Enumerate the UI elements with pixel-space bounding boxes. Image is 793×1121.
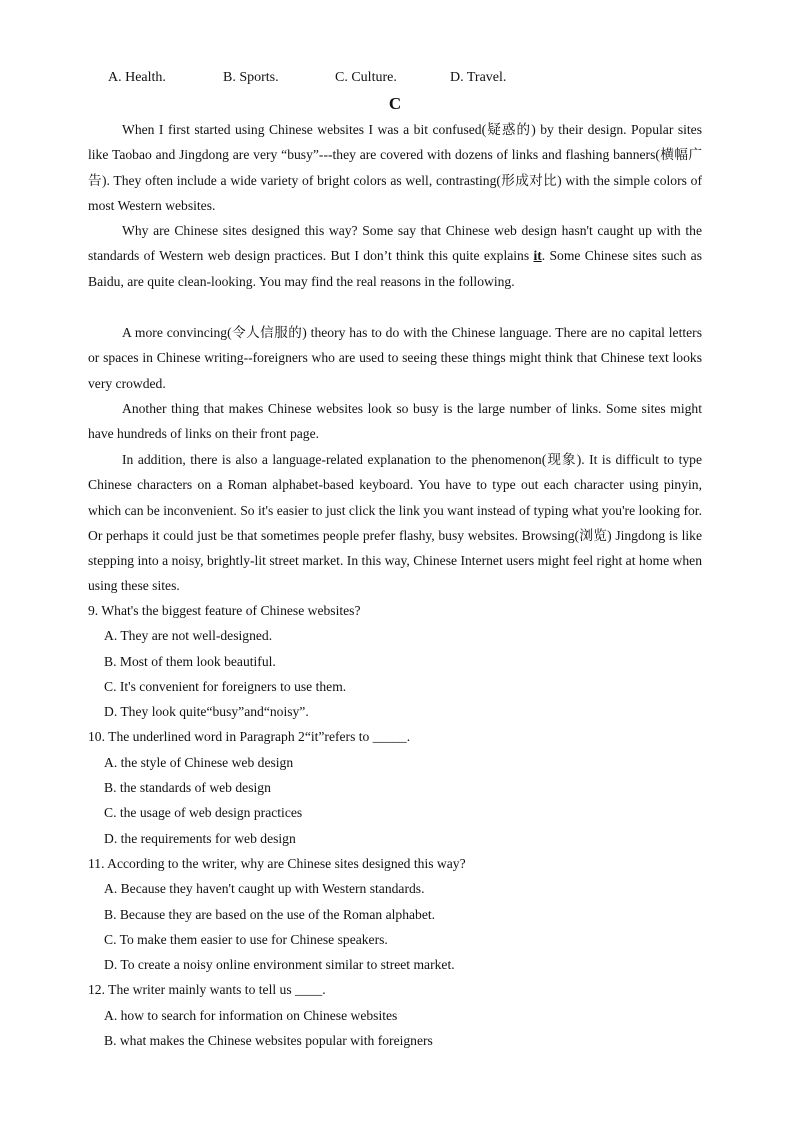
question-9 [88, 598, 702, 724]
previous-question-options [108, 70, 668, 90]
answer-option: B. Because they are based on the use of the Roman alphabet. [104, 906, 436, 922]
answer-option: A. Because they haven't caught up with Western standards. [104, 881, 425, 897]
answer-option: B. Most of them look beautiful. [104, 653, 276, 669]
question-stem: 9. What's the biggest feature of Chinese websites? [88, 603, 361, 618]
question-stem: 10. The underlined word in Paragraph 2“it”refers to _____. [88, 729, 411, 745]
answer-option: C. It's convenient for foreigners to use them. [104, 678, 347, 694]
option-b: B. Sports. [223, 70, 279, 85]
paragraph-5: In addition, there is also a language-related explanation to the phenomenon(现象). It is difficult to type Chinese characters on a Roman alphabet-based keyboard. You have to type out each character using pinyin, which can be inconvenient. So it's easier to just click the link you want instead of typing what you're looking for. Or perhaps it could just be that sometimes people prefer flashy, busy websites. Browsing(浏览) Jingdong is like stepping into a noisy, brightly-lit street market. In this way, Chinese Internet users might feel right at home when using these sites. [88, 452, 702, 594]
answer-option: C. To make them easier to use for Chinese speakers. [104, 931, 388, 947]
answer-option: B. what makes the Chinese websites popular with foreigners [104, 1033, 433, 1049]
question-12 [88, 977, 702, 1053]
question-stem: 12. The writer mainly wants to tell us ____. [88, 982, 326, 998]
option-a: A. Health. [108, 70, 166, 85]
option-c: C. Culture. [335, 70, 397, 85]
paragraph-4: Another thing that makes Chinese websites look so busy is the large number of links. Some sites might have hundreds of links on their front page. [88, 401, 702, 442]
answer-option: D. To create a noisy online environment similar to street market. [104, 957, 455, 973]
paragraph-2-text-a: Why are Chinese sites designed this way? Some say that Chinese web design hasn't caught up with the standards of Western web design practices. But I don’t think this quite explains [88, 223, 702, 264]
paragraph-3: A more convincing(令人信服的) theory has to do with the Chinese language. There are no capital letters or spaces in Chinese writing--foreigners who are used to seeing these things might think that Chinese text looks very crowded. [88, 325, 702, 391]
answer-option: D. the requirements for web design [104, 830, 296, 846]
answer-option: A. the style of Chinese web design [104, 754, 294, 770]
question-stem: 11. According to the writer, why are Chinese sites designed this way? [88, 855, 466, 871]
answer-option: C. the usage of web design practices [104, 805, 303, 821]
underlined-word: it [533, 248, 542, 264]
answer-option: D. They look quite“busy”and“noisy”. [104, 704, 309, 720]
question-10 [88, 724, 702, 850]
section-title: C [388, 94, 402, 113]
paragraph-1: When I first started using Chinese websites I was a bit confused(疑惑的) by their design. Popular sites like Taobao and Jingdong are very “busy”---they are covered with dozens of links and flashing banners(横幅广告). They often include a wide variety of bright colors as well, contrasting(形成对比) with the simple colors of most Western websites. [88, 122, 702, 213]
question-list [88, 598, 702, 1053]
answer-option: B. the standards of web design [104, 780, 271, 796]
paragraph-2 [88, 218, 702, 294]
answer-option: A. They are not well-designed. [104, 628, 273, 644]
answer-option: A. how to search for information on Chinese websites [104, 1007, 398, 1023]
question-11 [88, 851, 702, 977]
paragraph-2-text-b: . Some Chinese sites such as Baidu, are quite clean-looking. You may find the real reasons in the following. [88, 248, 702, 289]
option-d: D. Travel. [450, 70, 507, 85]
